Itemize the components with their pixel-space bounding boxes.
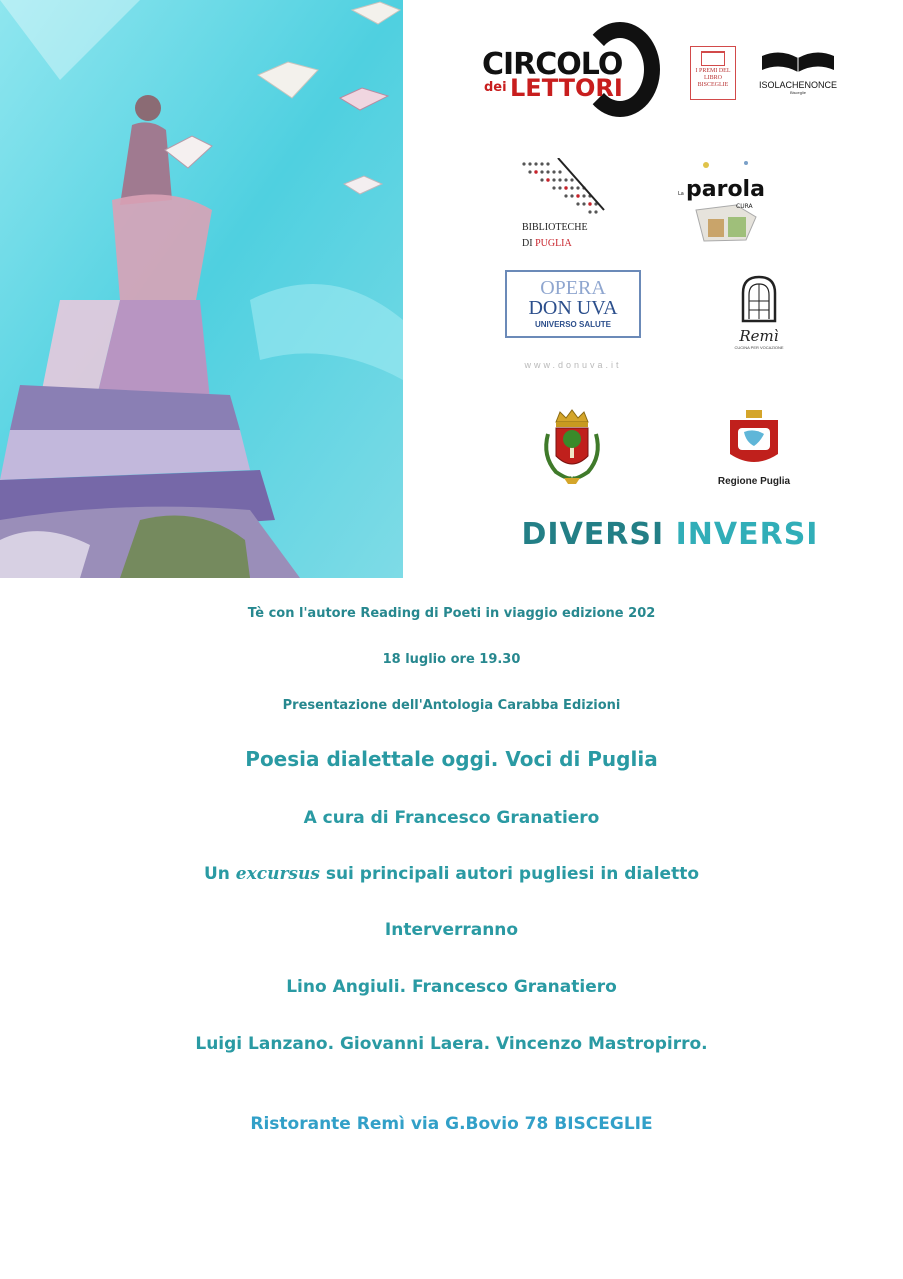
premi-del-libro-logo <box>690 46 736 100</box>
speakers-line-2: Luigi Lanzano. Giovanni Laera. Vincenzo Mastropirro. <box>195 1034 708 1054</box>
book-icon <box>701 51 725 66</box>
isola-sub-label: Bisceglie <box>789 90 806 95</box>
donuva-opera: OPERA <box>540 277 606 299</box>
circolo-lettori-word: LETTORI <box>510 74 623 102</box>
biblio-label-line2 <box>522 238 572 249</box>
watercolor-illustration <box>0 0 403 578</box>
biblio-puglia: PUGLIA <box>535 238 572 249</box>
event-series-line: Tè con l'autore Reading di Poeti in viaggio edizione 202 <box>247 606 656 621</box>
anthology-presentation-line: Presentazione dell'Antologia Carabba Edizioni <box>282 698 621 713</box>
title-part-inversi: INVERSI <box>675 517 819 552</box>
biblio-label-line1: BIBLIOTECHE <box>522 222 588 233</box>
excursus-prefix: Un <box>203 864 236 884</box>
speakers-line-1: Lino Angiuli. Francesco Granatiero <box>286 977 617 997</box>
excursus-suffix: sui principali autori pugliesi in dialetto <box>319 864 700 884</box>
isolachenonce-logo <box>752 48 844 100</box>
arched-window-icon <box>739 275 779 323</box>
isola-label: ISOLACHENONCE <box>758 80 838 90</box>
circolo-dei-lettori-logo <box>480 22 680 122</box>
donuva-name: DON UVA <box>528 297 618 319</box>
bisceglie-coat-of-arms <box>538 408 606 488</box>
la-parola-che-cura-logo <box>676 155 778 247</box>
circolo-dei-word: dei <box>484 80 507 95</box>
biblio-di: DI <box>522 238 536 249</box>
remi-sub: CUCINA PER VOCAZIONE <box>734 345 784 350</box>
open-book-icon <box>758 48 838 74</box>
donuva-universo: UNIVERSO SALUTE <box>534 320 611 329</box>
regione-shield-icon <box>724 408 784 470</box>
venue-line: Ristorante Remì via G.Bovio 78 BISCEGLIE <box>250 1114 653 1134</box>
regione-puglia-label: Regione Puglia <box>717 476 791 487</box>
parola-word: parola <box>686 177 765 202</box>
excursus-word: excursus <box>235 864 320 884</box>
curator-line: A cura di Francesco Granatiero <box>303 808 600 828</box>
event-date-line: 18 luglio ore 19.30 <box>382 652 521 667</box>
title-part-diversi: DIVERSI <box>521 517 676 552</box>
circolo-word: CIRCOLO <box>482 47 623 82</box>
opera-don-uva-logo <box>505 270 641 338</box>
event-title <box>420 517 903 552</box>
remi-script: Remì <box>739 327 779 345</box>
parola-cura: CURA <box>736 203 753 210</box>
remi-logo <box>724 275 794 359</box>
regione-puglia-logo <box>708 408 800 492</box>
parola-la: La <box>678 191 684 197</box>
speakers-heading: Interverranno <box>384 920 519 940</box>
excursus-line <box>0 864 903 884</box>
donuva-url: www.donuva.it <box>524 360 622 370</box>
premi-label: I PREMI DEL LIBRO BISCEGLIE <box>695 68 731 88</box>
biblioteche-di-puglia-logo <box>518 158 628 253</box>
book-title-line: Poesia dialettale oggi. Voci di Puglia <box>245 747 658 771</box>
dotted-stairs-icon <box>518 158 618 218</box>
